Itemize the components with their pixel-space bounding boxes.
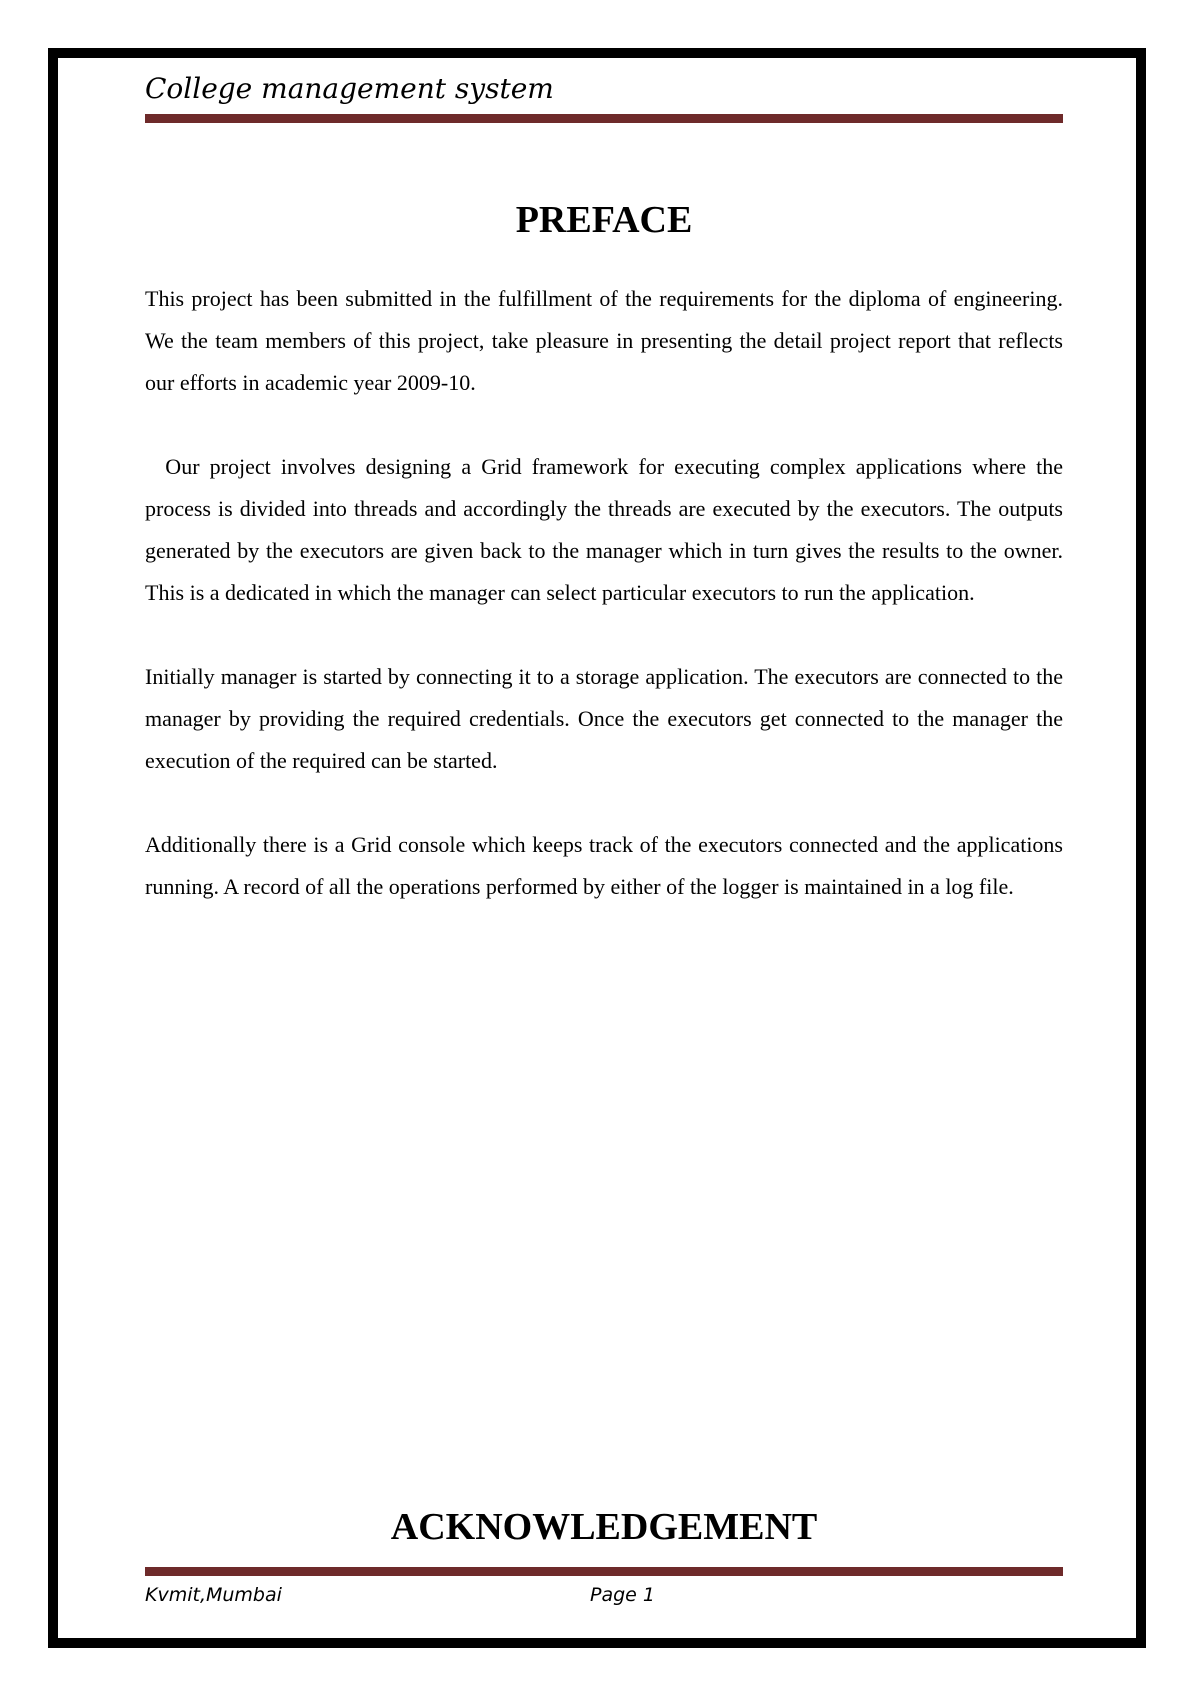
- header-rule: [145, 114, 1063, 123]
- preface-paragraph-1: This project has been submitted in the fulfillment of the requirements for the diploma of engineering. We the team members of this project, take pleasure in presenting the detail project report that reflects our efforts in academic year 2009-10.: [145, 286, 1063, 395]
- preface-paragraph-4: Additionally there is a Grid console which keeps track of the executors connected and the applications running. A record of all the operations performed by either of the logger is maintained in a log file.: [145, 832, 1063, 899]
- header-title: College management system: [145, 72, 554, 105]
- footer-institution: Kvmit,Mumbai: [145, 1584, 282, 1606]
- preface-body: [145, 278, 1063, 950]
- preface-paragraph-2: Our project involves designing a Grid framework for executing complex applications where the process is divided into threads and accordingly the threads are executed by the executors. The outputs generated by the executors are given back to the manager which in turn gives the results to the owner. This is a dedicated in which the manager can select particular executors to run the application.: [145, 454, 1063, 605]
- footer-rule: [145, 1567, 1063, 1576]
- acknowledgement-heading: ACKNOWLEDGEMENT: [390, 1506, 818, 1548]
- preface-paragraph-3: Initially manager is started by connecting it to a storage application. The executors are connected to the manager by providing the required credentials. Once the executors get connected to the manager the execution of the required can be started.: [145, 664, 1063, 773]
- footer-page-number: Page 1: [590, 1584, 655, 1606]
- preface-heading: PREFACE: [515, 199, 693, 241]
